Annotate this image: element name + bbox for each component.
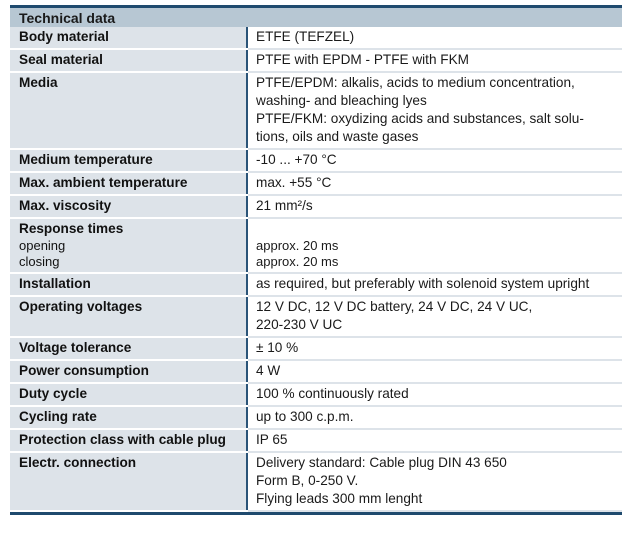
section-title: Technical data: [19, 9, 116, 26]
value-line: 4 W: [256, 363, 281, 378]
row-body-material: [10, 27, 622, 49]
row-label: Electr. connection: [10, 452, 247, 511]
row-value: [247, 49, 622, 72]
sub-value-closing: approx. 20 ms: [256, 254, 339, 269]
row-label: Medium temperature: [10, 149, 247, 172]
row-medium-temperature: [10, 149, 622, 172]
row-label: Cycling rate: [10, 406, 247, 429]
row-electrical-connection: [10, 452, 622, 511]
value-line: max. +55 °C: [256, 175, 332, 190]
row-value: [247, 452, 622, 511]
value-line: washing- and bleaching lyes: [256, 93, 427, 108]
value-line: -10 ... +70 °C: [256, 152, 337, 167]
bottom-rule: [10, 512, 622, 515]
row-value: [247, 195, 622, 218]
row-value: [247, 360, 622, 383]
row-label: Body material: [10, 27, 247, 49]
value-line: ± 10 %: [256, 340, 299, 355]
row-media: [10, 72, 622, 149]
row-label: Voltage tolerance: [10, 337, 247, 360]
row-max-viscosity: [10, 195, 622, 218]
row-label-text: Response times: [19, 221, 124, 236]
row-value: [247, 383, 622, 406]
value-line: Delivery standard: Cable plug DIN 43 650: [256, 455, 507, 470]
value-line: 21 mm²/s: [256, 198, 313, 213]
row-label: Power consumption: [10, 360, 247, 383]
row-value: [247, 406, 622, 429]
row-duty-cycle: [10, 383, 622, 406]
row-label: Seal material: [10, 49, 247, 72]
sub-label-closing: closing: [19, 254, 60, 269]
row-label: Duty cycle: [10, 383, 247, 406]
row-value: [247, 296, 622, 337]
section-header: [10, 5, 622, 27]
value-line: 220-230 V UC: [256, 317, 343, 332]
row-value: [247, 149, 622, 172]
row-installation: [10, 273, 622, 296]
row-cycling-rate: [10, 406, 622, 429]
row-protection-class: [10, 429, 622, 452]
row-label: Max. ambient temperature: [10, 172, 247, 195]
row-label: [10, 218, 247, 273]
value-line: IP 65: [256, 432, 288, 447]
row-label: Media: [10, 72, 247, 149]
sub-value-opening: approx. 20 ms: [256, 238, 339, 253]
row-label: Max. viscosity: [10, 195, 247, 218]
row-value: [247, 172, 622, 195]
row-value: [247, 273, 622, 296]
row-value: [247, 337, 622, 360]
row-operating-voltages: [10, 296, 622, 337]
row-value: [247, 218, 622, 273]
row-label: Installation: [10, 273, 247, 296]
row-voltage-tolerance: [10, 337, 622, 360]
value-line: tions, oils and waste gases: [256, 129, 419, 144]
row-max-ambient-temperature: [10, 172, 622, 195]
row-value: [247, 72, 622, 149]
value-line: PTFE with EPDM - PTFE with FKM: [256, 52, 469, 67]
value-line: ETFE (TEFZEL): [256, 29, 355, 44]
value-line: as required, but preferably with solenoid system upright: [256, 276, 590, 291]
value-line: Flying leads 300 mm lenght: [256, 491, 423, 506]
value-line: 12 V DC, 12 V DC battery, 24 V DC, 24 V UC,: [256, 299, 533, 314]
value-line: PTFE/FKM: oxydizing acids and substances, salt solu-: [256, 111, 584, 126]
sub-label-opening: opening: [19, 238, 66, 253]
row-response-times: [10, 218, 622, 273]
row-label: Operating voltages: [10, 296, 247, 337]
row-power-consumption: [10, 360, 622, 383]
value-line: PTFE/EPDM: alkalis, acids to medium concentration,: [256, 75, 575, 90]
technical-data-table: [10, 27, 622, 512]
row-value: [247, 429, 622, 452]
row-value: [247, 27, 622, 49]
value-line: up to 300 c.p.m.: [256, 409, 354, 424]
technical-data-sheet: [10, 5, 622, 515]
value-line: 100 % continuously rated: [256, 386, 409, 401]
value-line: Form B, 0-250 V.: [256, 473, 359, 488]
row-label: Protection class with cable plug: [10, 429, 247, 452]
row-seal-material: [10, 49, 622, 72]
spacer: [256, 220, 618, 238]
